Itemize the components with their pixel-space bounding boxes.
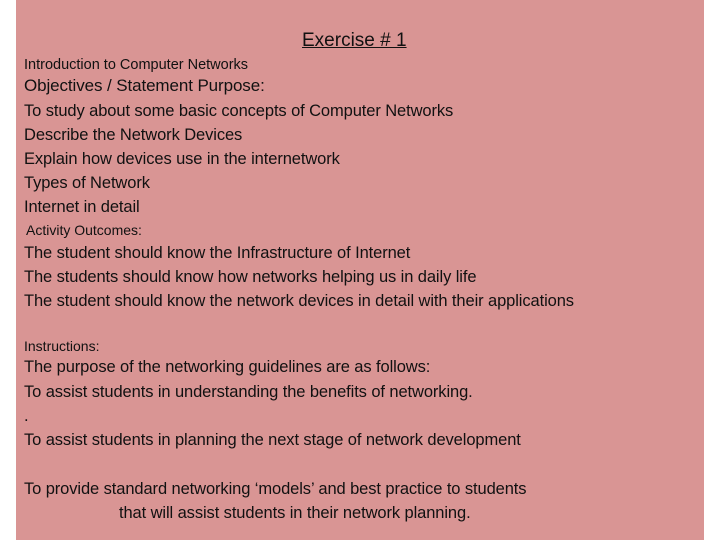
instruction-item: . [24,407,29,425]
instructions-heading: Instructions: [24,338,100,354]
objective-item: To study about some basic concepts of Computer Networks [24,102,454,120]
instruction-item: To provide standard networking ‘models’ and best practice to students [24,480,527,498]
slide [16,0,704,540]
objective-item: Types of Network [24,174,150,192]
exercise-title: Exercise # 1 [302,30,407,51]
objective-item: Internet in detail [24,198,140,216]
activity-outcome-item: The students should know how networks helping us in daily life [24,268,477,286]
objective-item: Explain how devices use in the internetwork [24,150,340,168]
activity-outcome-item: The student should know the Infrastructure of Internet [24,244,411,262]
objectives-heading: Objectives / Statement Purpose: [24,76,265,95]
instruction-item-continuation: that will assist students in their network planning. [119,504,471,522]
objective-item: Describe the Network Devices [24,126,243,144]
instruction-item: To assist students in understanding the benefits of networking. [24,383,473,401]
instruction-item: The purpose of the networking guidelines are as follows: [24,358,431,376]
activity-outcome-item: The student should know the network devices in detail with their applications [24,292,574,310]
instruction-item: To assist students in planning the next stage of network development [24,431,521,449]
activity-outcomes-heading: Activity Outcomes: [26,222,142,238]
intro-subtitle: Introduction to Computer Networks [24,57,249,73]
